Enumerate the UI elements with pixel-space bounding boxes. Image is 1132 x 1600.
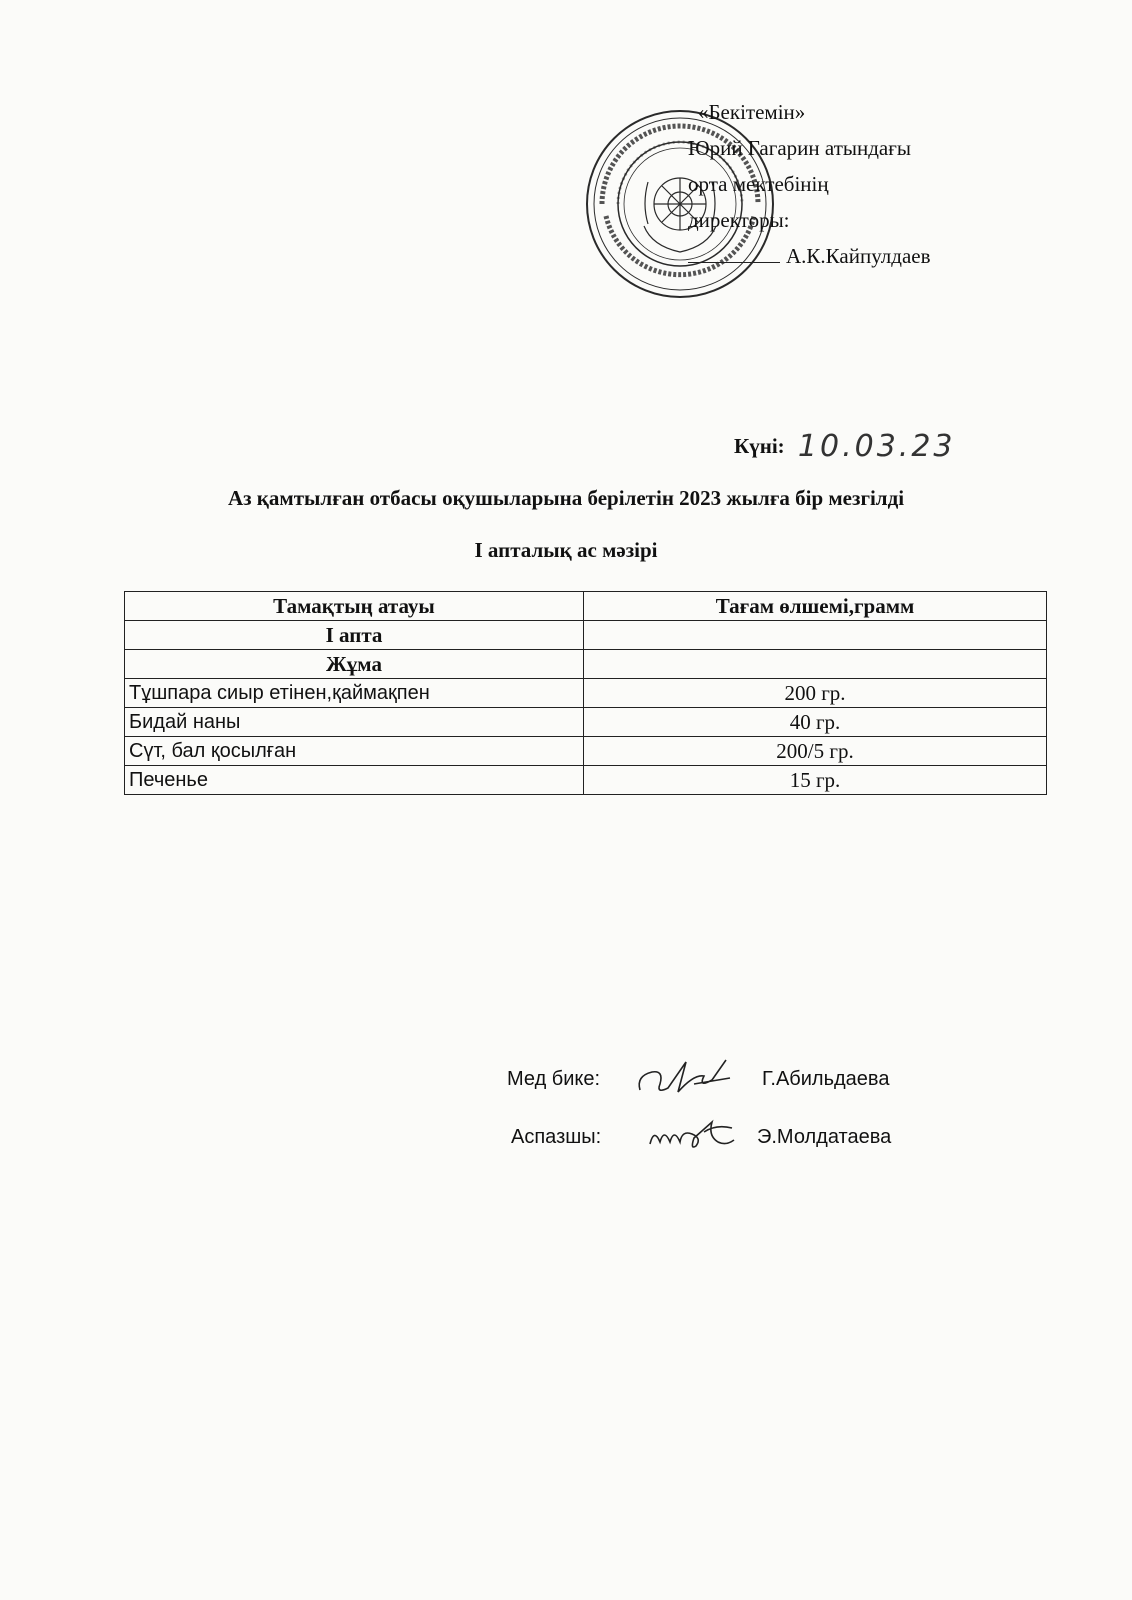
nurse-signature-line [507, 1066, 600, 1091]
food-amount: 200/5 гр. [584, 737, 1047, 766]
table-header-row [125, 592, 1047, 621]
date-line [734, 426, 956, 464]
date-value: 10.03.23 [797, 429, 956, 464]
school-name: Юрий Гагарин атындағы [688, 136, 911, 160]
date-label: Күні: [734, 434, 785, 458]
header-portion: Тағам өлшемі,грамм [584, 592, 1047, 621]
director-name: А.К.Кайпулдаев [786, 244, 931, 268]
nurse-name-wrap [762, 1066, 889, 1091]
approval-title: «Бекітемін» [698, 100, 806, 124]
table-row [125, 766, 1047, 795]
cook-name: Э.Молдатаева [757, 1126, 892, 1148]
food-name: Печенье [125, 766, 584, 795]
table-row [125, 679, 1047, 708]
document-title: Аз қамтылған отбасы оқушыларына берілетін 2023 жылға бір мезгілді [227, 486, 905, 510]
menu-table [124, 591, 1047, 795]
empty-cell [584, 621, 1047, 650]
food-name: Бидай наны [125, 708, 584, 737]
day-label: Жұма [125, 650, 584, 679]
header-food-name: Тамақтың атауы [125, 592, 584, 621]
approval-block [688, 94, 1018, 274]
food-name: Тұшпара сиыр етінен,қаймақпен [125, 679, 584, 708]
table-row [125, 708, 1047, 737]
food-amount: 40 гр. [584, 708, 1047, 737]
cook-signature-icon [646, 1114, 740, 1154]
food-amount: 200 гр. [584, 679, 1047, 708]
director-signature-line [688, 242, 780, 263]
school-type: орта мектебінің [688, 172, 829, 196]
week-label: I апта [125, 621, 584, 650]
table-row [125, 737, 1047, 766]
document-subtitle: I апталық ас мәзірі [474, 538, 658, 562]
table-row-week [125, 621, 1047, 650]
director-title: директоры: [688, 208, 790, 232]
cook-label: Аспазшы: [511, 1126, 602, 1148]
food-amount: 15 гр. [584, 766, 1047, 795]
cook-signature-line [511, 1124, 601, 1149]
nurse-label: Мед бике: [507, 1068, 601, 1090]
empty-cell [584, 650, 1047, 679]
food-name: Сүт, бал қосылған [125, 737, 584, 766]
nurse-name: Г.Абильдаева [762, 1068, 890, 1090]
cook-name-wrap [757, 1124, 891, 1149]
table-row-day [125, 650, 1047, 679]
nurse-signature-icon [634, 1054, 734, 1100]
